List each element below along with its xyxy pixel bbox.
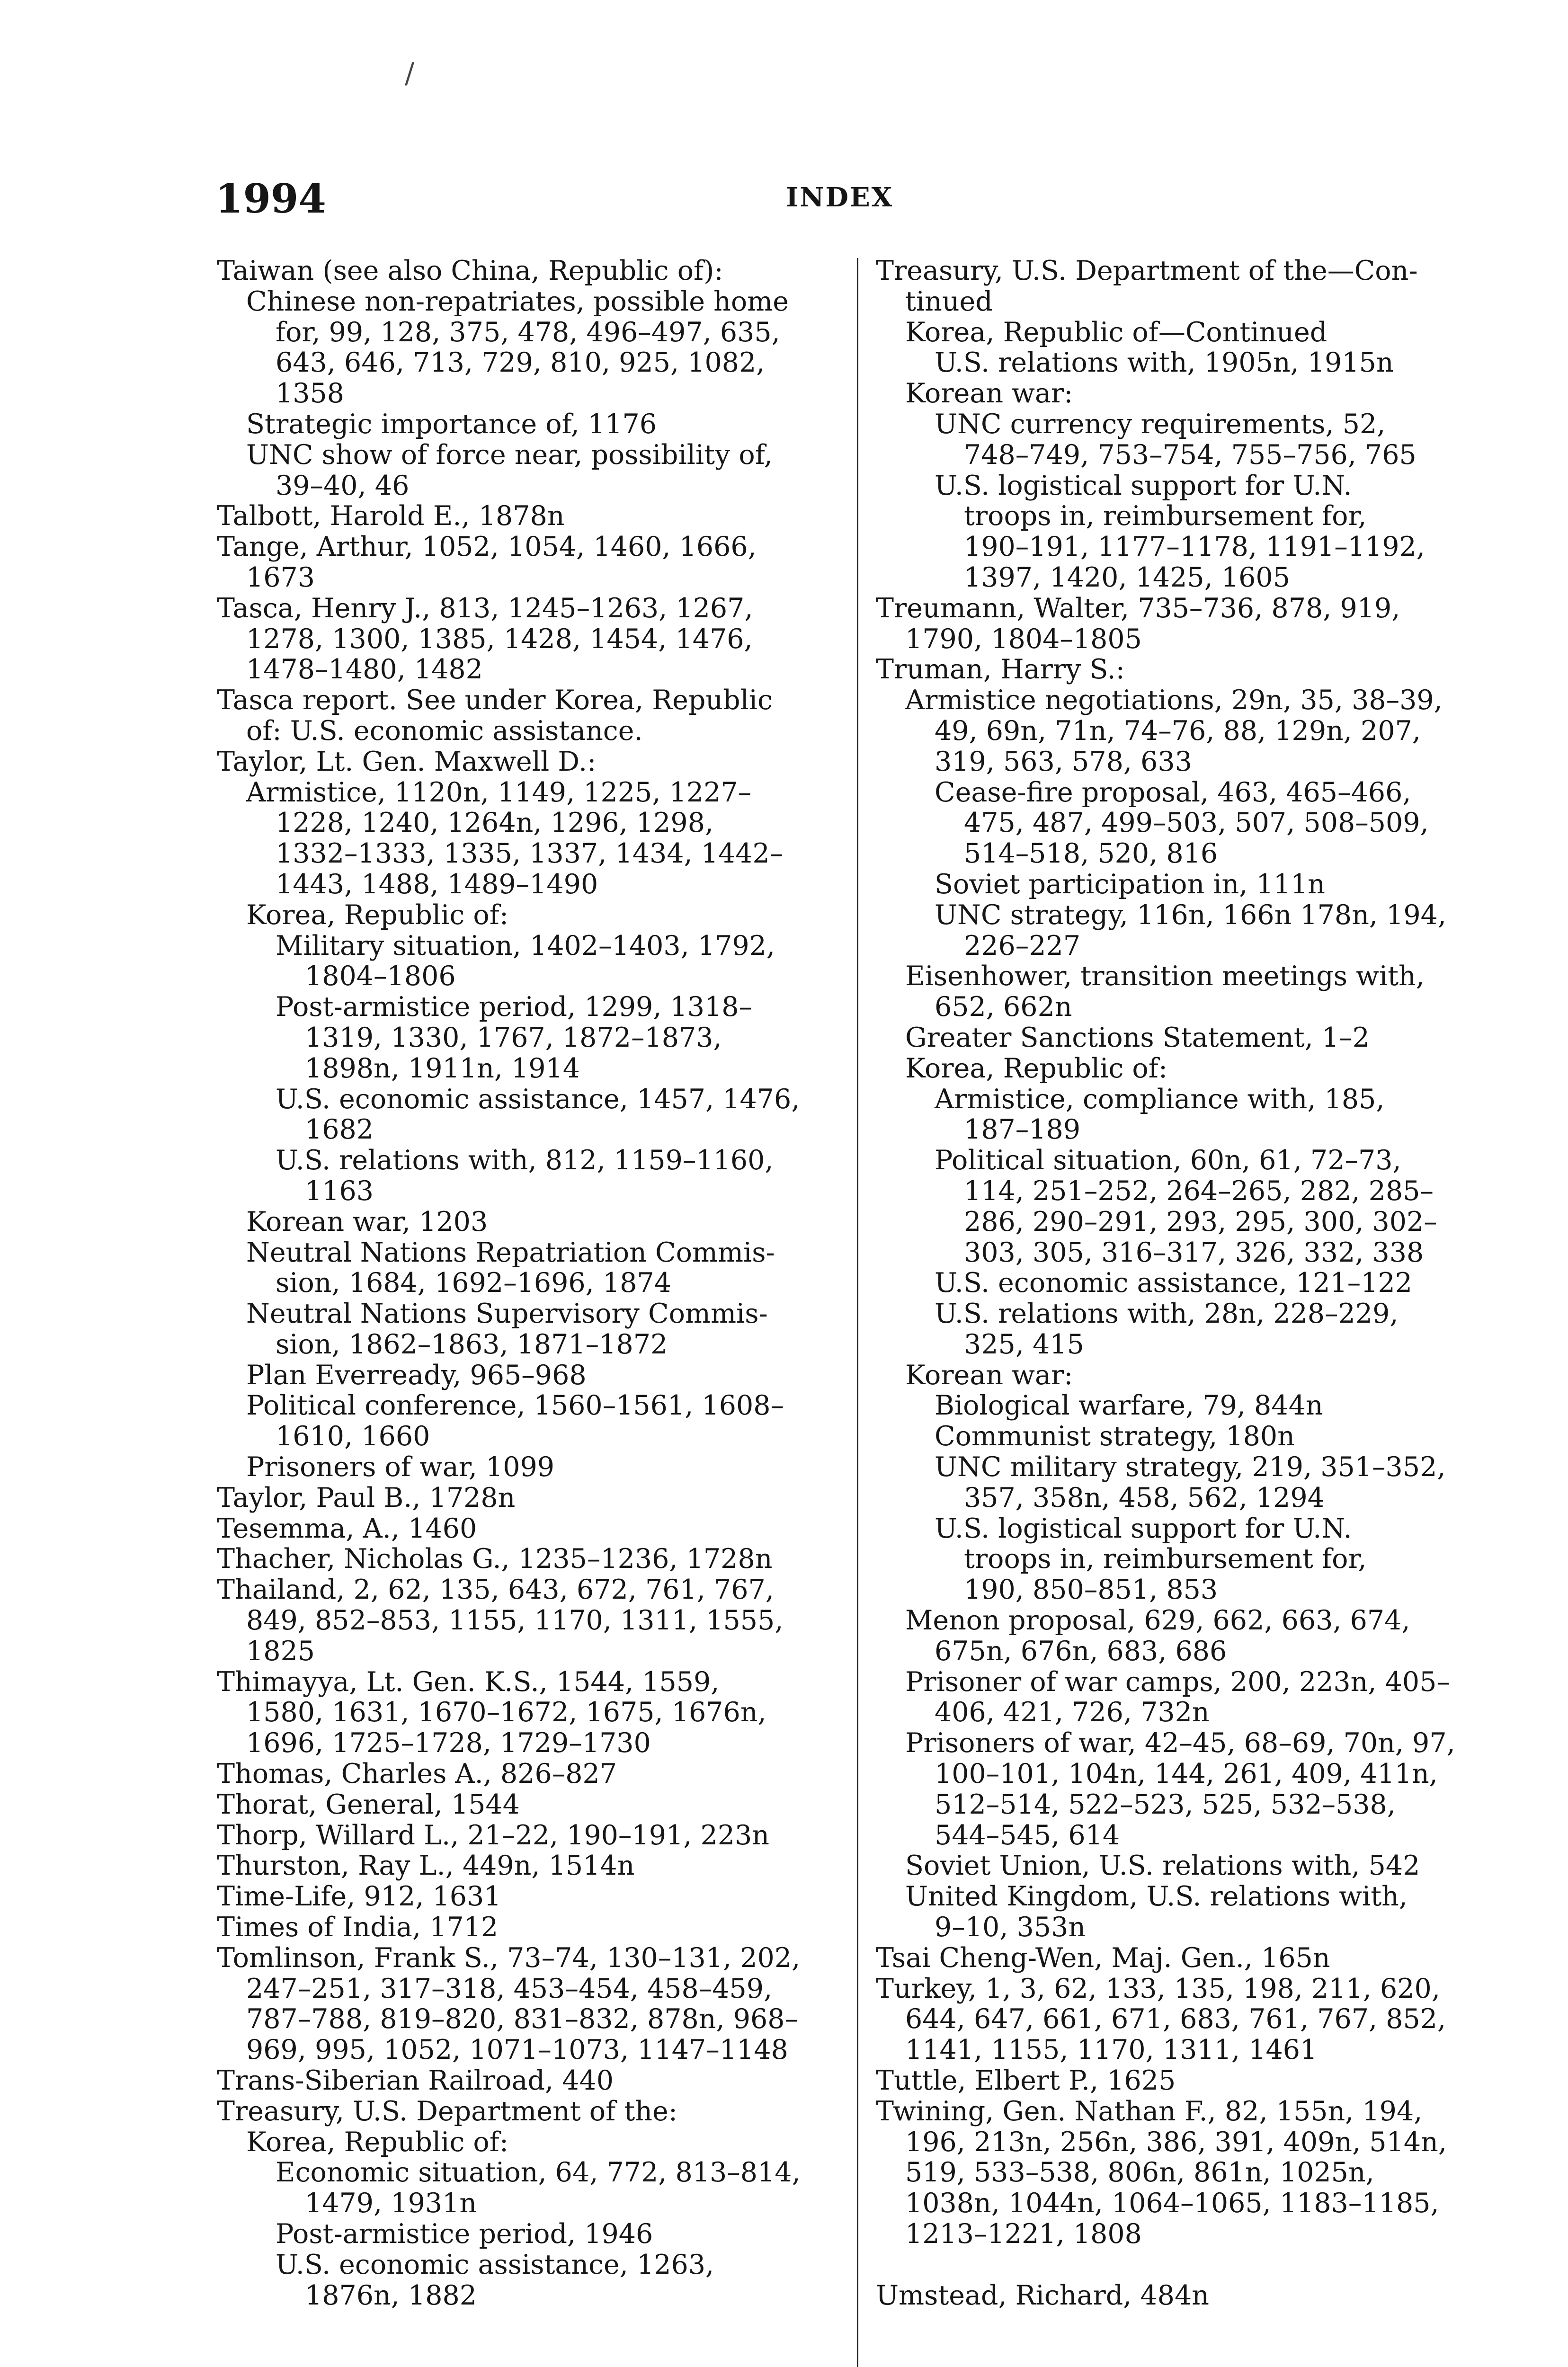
index-line: Communist strategy, 180n [935,1421,1295,1452]
index-line: UNC military strategy, 219, 351–352, [935,1451,1446,1483]
index-line: Armistice, compliance with, 185, [935,1083,1385,1115]
index-line: Korean war: [905,1359,1073,1391]
index-line: United Kingdom, U.S. relations with, [905,1881,1408,1913]
index-line: tinued [905,285,993,317]
index-column-left [217,256,851,2311]
index-line: Plan Everready, 965–968 [246,1359,587,1391]
index-line: Prisoners of war, 42–45, 68–69, 70n, 97, [905,1727,1455,1759]
index-line: 1825 [246,1635,315,1667]
index-line: 748–749, 753–754, 755–756, 765 [964,439,1417,471]
index-line: 787–788, 819–820, 831–832, 878n, 968– [246,2003,799,2035]
running-head: INDEX [786,182,894,213]
index-line: Time-Life, 912, 1631 [217,1881,501,1913]
index-line: Neutral Nations Supervisory Commis- [246,1298,768,1330]
index-line: Greater Sanctions Statement, 1–2 [905,1022,1370,1053]
index-line: Thimayya, Lt. Gen. K.S., 1544, 1559, [217,1666,720,1698]
index-line: 675n, 676n, 683, 686 [935,1635,1227,1667]
index-line: 849, 852–853, 1155, 1170, 1311, 1555, [246,1605,784,1637]
index-line: Thurston, Ray L., 449n, 1514n [217,1850,635,1882]
index-line: Taylor, Paul B., 1728n [217,1482,516,1513]
index-line: 1228, 1240, 1264n, 1296, 1298, [276,807,714,839]
index-line: 196, 213n, 256n, 386, 391, 409n, 514n, [905,2126,1447,2158]
index-line: 1358 [276,378,345,409]
index-line: 1876n, 1882 [305,2279,477,2311]
index-line: 247–251, 317–318, 453–454, 458–459, [246,1973,773,2004]
index-line: Menon proposal, 629, 662, 663, 674, [905,1605,1410,1637]
index-line: Armistice negotiations, 29n, 35, 38–39, [905,685,1443,716]
index-line: 49, 69n, 71n, 74–76, 88, 129n, 207, [935,715,1421,747]
index-line: Tesemma, A., 1460 [217,1513,477,1544]
index-line: 1682 [305,1114,374,1146]
index-line: Neutral Nations Repatriation Commis- [246,1237,775,1268]
index-line: Thorat, General, 1544 [217,1789,520,1820]
index-line: Treumann, Walter, 735–736, 878, 919, [876,592,1400,624]
page-number: 1994 [215,175,326,222]
index-line: 519, 533–538, 806n, 861n, 1025n, [905,2157,1374,2189]
index-line: 475, 487, 499–503, 507, 508–509, [964,807,1429,839]
index-line: Chinese non-repatriates, possible home [246,285,789,317]
index-line: Thorp, Willard L., 21–22, 190–191, 223n [217,1819,769,1851]
index-line: Prisoner of war camps, 200, 223n, 405– [905,1666,1450,1698]
index-line: 100–101, 104n, 144, 261, 409, 411n, [935,1758,1438,1790]
index-line: Tomlinson, Frank S., 73–74, 130–131, 202, [217,1942,801,1974]
index-line: Soviet Union, U.S. relations with, 542 [905,1850,1420,1882]
index-line: Eisenhower, transition meetings with, [905,961,1425,992]
index-line: 319, 563, 578, 633 [935,746,1192,777]
index-line: 1141, 1155, 1170, 1311, 1461 [905,2034,1318,2066]
index-line: U.S. logistical support for U.N. [935,470,1352,501]
index-line: U.S. logistical support for U.N. [935,1513,1352,1544]
index-line: 1278, 1300, 1385, 1428, 1454, 1476, [246,623,753,655]
index-line: 1673 [246,561,315,593]
index-line: troops in, reimbursement for, [964,1543,1367,1575]
index-line: Truman, Harry S.: [876,654,1125,685]
index-line: 1580, 1631, 1670–1672, 1675, 1676n, [246,1697,766,1728]
index-line: 512–514, 522–523, 525, 532–538, [935,1789,1396,1820]
index-line: 1332–1333, 1335, 1337, 1434, 1442– [276,838,784,870]
index-line: Turkey, 1, 3, 62, 133, 135, 198, 211, 620, [876,1973,1440,2004]
index-line: 114, 251–252, 264–265, 282, 285– [964,1175,1434,1207]
index-line: 325, 415 [964,1328,1084,1360]
index-line: Korean war, 1203 [246,1206,488,1237]
index-line: 9–10, 353n [935,1912,1086,1943]
index-line: 190–191, 1177–1178, 1191–1192, [964,531,1425,563]
index-line: sion, 1684, 1692–1696, 1874 [276,1267,671,1299]
index-line: U.S. economic assistance, 121–122 [935,1267,1413,1299]
index-line: Cease-fire proposal, 463, 465–466, [935,776,1411,808]
index-line: U.S. relations with, 1905n, 1915n [935,347,1394,379]
index-line: Soviet participation in, 111n [935,868,1325,900]
index-line: 1790, 1804–1805 [905,623,1142,655]
index-line: Tuttle, Elbert P., 1625 [876,2065,1176,2097]
index-line: Tsai Cheng-Wen, Maj. Gen., 165n [876,1942,1330,1974]
index-line: Political situation, 60n, 61, 72–73, [935,1145,1401,1176]
index-line: 644, 647, 661, 671, 683, 761, 767, 852, [905,2003,1446,2035]
index-line: 286, 290–291, 293, 295, 300, 302– [964,1206,1437,1237]
index-line: for, 99, 128, 375, 478, 496–497, 635, [276,316,780,348]
index-line: U.S. relations with, 28n, 228–229, [935,1298,1399,1330]
index-line: Biological warfare, 79, 844n [935,1390,1323,1422]
index-line: 1610, 1660 [276,1421,430,1452]
index-line: Korea, Republic of: [246,2126,509,2158]
index-line: Economic situation, 64, 772, 813–814, [276,2157,801,2189]
index-line: 643, 646, 713, 729, 810, 925, 1082, [276,347,765,379]
index-line [876,2250,1510,2280]
index-line: 1898n, 1911n, 1914 [305,1052,580,1084]
index-line: UNC show of force near, possibility of, [246,439,773,471]
index-line: Korean war: [905,378,1073,409]
index-line: Thacher, Nicholas G., 1235–1236, 1728n [217,1543,773,1575]
index-line: Thailand, 2, 62, 135, 643, 672, 761, 767, [217,1574,774,1606]
index-line: 1397, 1420, 1425, 1605 [964,561,1290,593]
index-line: 406, 421, 726, 732n [935,1697,1210,1728]
index-line: troops in, reimbursement for, [964,500,1367,532]
index-line: Post-armistice period, 1946 [276,2218,653,2250]
index-line: Strategic importance of, 1176 [246,408,657,440]
index-line: 969, 995, 1052, 1071–1073, 1147–1148 [246,2034,788,2066]
index-line: Times of India, 1712 [217,1912,499,1943]
index-line: Treasury, U.S. Department of the—Con- [876,255,1418,286]
index-line: 1696, 1725–1728, 1729–1730 [246,1727,651,1759]
index-line: Armistice, 1120n, 1149, 1225, 1227– [246,776,752,808]
index-line: Taiwan (see also China, Republic of): [217,255,723,286]
index-line: Twining, Gen. Nathan F., 82, 155n, 194, [876,2095,1423,2127]
index-line: 1478–1480, 1482 [246,654,483,685]
index-line: 1443, 1488, 1489–1490 [276,868,598,900]
index-line: 187–189 [964,1114,1081,1146]
index-line: 190, 850–851, 853 [964,1574,1218,1606]
index-line: 544–545, 614 [935,1819,1120,1851]
index-line: U.S. economic assistance, 1263, [276,2249,714,2280]
index-line: Talbott, Harold E., 1878n [217,500,565,532]
index-line: sion, 1862–1863, 1871–1872 [276,1328,668,1360]
index-line: 514–518, 520, 816 [964,838,1218,870]
index-line: 39–40, 46 [276,470,410,501]
index-line: 652, 662n [935,991,1072,1023]
index-line: 357, 358n, 458, 562, 1294 [964,1482,1325,1513]
index-line: Korea, Republic of: [246,899,509,931]
index-line: Tange, Arthur, 1052, 1054, 1460, 1666, [217,531,757,563]
index-line: Taylor, Lt. Gen. Maxwell D.: [217,746,597,777]
index-line: 1038n, 1044n, 1064–1065, 1183–1185, [905,2188,1439,2219]
index-line: Tasca, Henry J., 813, 1245–1263, 1267, [217,592,753,624]
index-column-right [876,256,1510,2311]
index-line: Trans-Siberian Railroad, 440 [217,2065,614,2097]
index-line: U.S. relations with, 812, 1159–1160, [276,1145,774,1176]
index-line: Thomas, Charles A., 826–827 [217,1758,617,1790]
index-line: U.S. economic assistance, 1457, 1476, [276,1083,800,1115]
index-line: 1213–1221, 1808 [905,2218,1142,2250]
index-line: 1319, 1330, 1767, 1872–1873, [305,1022,722,1053]
index-line: Post-armistice period, 1299, 1318– [276,991,753,1023]
index-line: Prisoners of war, 1099 [246,1451,555,1483]
index-line: 226–227 [964,930,1081,961]
index-line: UNC currency requirements, 52, [935,408,1386,440]
index-line: Korea, Republic of—Continued [905,316,1327,348]
index-line: Korea, Republic of: [905,1052,1168,1084]
column-divider [857,258,858,2367]
index-line: 1479, 1931n [305,2188,477,2219]
index-line: Umstead, Richard, 484n [876,2279,1209,2311]
index-line: Military situation, 1402–1403, 1792, [276,930,775,961]
index-line: UNC strategy, 116n, 166n 178n, 194, [935,899,1447,931]
pencil-mark: / [405,57,415,90]
index-line: Treasury, U.S. Department of the: [217,2095,677,2127]
index-line: Tasca report. See under Korea, Republic [217,685,773,716]
index-line: 1804–1806 [305,961,456,992]
page-header [0,175,1568,222]
index-line: 303, 305, 316–317, 326, 332, 338 [964,1237,1424,1268]
index-line: of: U.S. economic assistance. [246,715,643,747]
index-line: 1163 [305,1175,374,1207]
index-line: Political conference, 1560–1561, 1608– [246,1390,784,1422]
